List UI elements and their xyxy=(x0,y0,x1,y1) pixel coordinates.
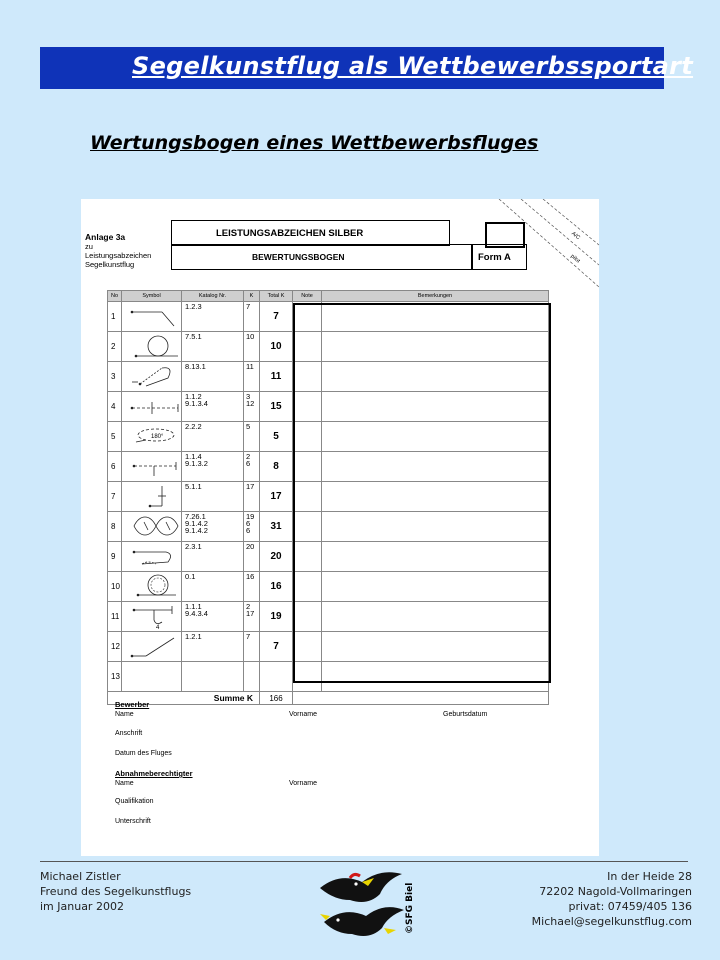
figure-symbol xyxy=(122,392,182,422)
form-subtitle: BEWERTUNGSBOGEN xyxy=(252,252,345,262)
figure-symbol-icon xyxy=(122,422,182,450)
anlage-line: zu xyxy=(85,242,93,251)
footer-email[interactable]: Michael@segelkunstflug.com xyxy=(531,915,692,928)
total-k[interactable]: 19 xyxy=(260,602,293,632)
figure-symbol xyxy=(122,362,182,392)
k-factor: 3 12 xyxy=(244,392,260,422)
total-k[interactable]: 17 xyxy=(260,482,293,512)
katalog-no: 8.13.1 xyxy=(182,362,244,392)
summe-row xyxy=(108,692,549,705)
figure-symbol-icon xyxy=(122,632,182,660)
total-k[interactable] xyxy=(260,662,293,692)
figure-symbol-icon xyxy=(122,512,182,540)
bird-logo xyxy=(310,866,410,944)
figure-symbol-icon xyxy=(122,362,182,390)
figure-symbol xyxy=(122,602,182,632)
katalog-no: 1.1.2 9.1.3.4 xyxy=(182,392,244,422)
figure-symbol-icon xyxy=(122,482,182,510)
katalog-no: 7.5.1 xyxy=(182,332,244,362)
row-no: 13 xyxy=(108,662,122,692)
col-k: K xyxy=(244,291,260,302)
col-note: Note xyxy=(293,291,322,302)
figure-symbol-icon xyxy=(122,452,182,480)
total-k[interactable]: 8 xyxy=(260,452,293,482)
footer-right xyxy=(532,869,692,929)
row-no: 7 xyxy=(108,482,122,512)
copyright: ©SFG Biel xyxy=(405,882,415,934)
k-factor xyxy=(244,662,260,692)
page-title: Segelkunstflug als Wettbewerbssportart xyxy=(132,52,694,80)
total-k[interactable]: 7 xyxy=(260,632,293,662)
k-factor: 16 xyxy=(244,572,260,602)
katalog-no: 5.1.1 xyxy=(182,482,244,512)
abnahme-qualifikation-label: Qualifikation xyxy=(115,798,154,805)
k-factor: 7 xyxy=(244,302,260,332)
bewerber-heading: Bewerber xyxy=(115,700,150,709)
katalog-no: 7.26.1 9.1.4.2 9.1.4.2 xyxy=(182,512,244,542)
row-no: 5 xyxy=(108,422,122,452)
row-no: 3 xyxy=(108,362,122,392)
k-factor: 2 6 xyxy=(244,452,260,482)
corner-label-bottom: pilot xyxy=(569,253,581,265)
figure-symbol xyxy=(122,452,182,482)
total-k[interactable]: 7 xyxy=(260,302,293,332)
katalog-no: 1.1.1 9.4.3.4 xyxy=(182,602,244,632)
title-bar xyxy=(40,47,694,89)
k-factor: 19 6 6 xyxy=(244,512,260,542)
k-factor: 20 xyxy=(244,542,260,572)
row-no: 12 xyxy=(108,632,122,662)
footer-author: Michael Zistler xyxy=(40,870,121,883)
footer-phone: privat: 07459/405 136 xyxy=(568,900,692,913)
corner-label-top: A/C xyxy=(570,230,582,242)
katalog-no: 1.1.4 9.1.3.2 xyxy=(182,452,244,482)
figure-symbol xyxy=(122,512,182,542)
total-k[interactable]: 16 xyxy=(260,572,293,602)
footer-city: 72202 Nagold-Vollmaringen xyxy=(539,885,692,898)
figure-symbol-icon xyxy=(122,392,182,420)
form-title-box xyxy=(171,220,450,246)
figure-symbol-icon xyxy=(122,602,182,630)
footer-left xyxy=(40,869,191,914)
anlage-line: Segelkunstflug xyxy=(85,260,135,269)
scoring-frame xyxy=(293,303,551,683)
abnahme-name-label: Name xyxy=(115,780,134,787)
page-subtitle: Wertungsbogen eines Wettbewerbsfluges xyxy=(90,132,539,154)
anlage-line: Leistungsabzeichen xyxy=(85,251,152,260)
corner-lines xyxy=(481,199,601,299)
figure-symbol-icon xyxy=(122,332,182,360)
figure-symbol xyxy=(122,632,182,662)
figure-symbol-icon xyxy=(122,302,182,330)
row-no: 1 xyxy=(108,302,122,332)
summe-label: Summe K xyxy=(108,692,260,705)
k-factor: 10 xyxy=(244,332,260,362)
katalog-no: 2.3.1 xyxy=(182,542,244,572)
row-no: 11 xyxy=(108,602,122,632)
col-no: No xyxy=(108,291,122,302)
k-factor: 17 xyxy=(244,482,260,512)
bewerber-anschrift-label: Anschrift xyxy=(115,730,143,737)
row-no: 6 xyxy=(108,452,122,482)
figure-symbol xyxy=(122,662,182,692)
k-factor: 11 xyxy=(244,362,260,392)
katalog-no: 1.2.3 xyxy=(182,302,244,332)
table-header-row xyxy=(108,291,549,302)
bird-logo-upper xyxy=(320,872,402,902)
footer-role: Freund des Segelkunstflugs xyxy=(40,885,192,898)
total-k[interactable]: 11 xyxy=(260,362,293,392)
anlage-block xyxy=(85,233,151,269)
col-symbol: Symbol xyxy=(122,291,182,302)
bewerber-datum-label: Datum des Fluges xyxy=(115,750,172,757)
total-k[interactable]: 15 xyxy=(260,392,293,422)
total-k[interactable]: 5 xyxy=(260,422,293,452)
katalog-no: 1.2.1 xyxy=(182,632,244,662)
figure-symbol xyxy=(122,332,182,362)
summe-value: 166 xyxy=(260,692,293,705)
footer-street: In der Heide 28 xyxy=(607,870,692,883)
row-no: 4 xyxy=(108,392,122,422)
figure-symbol-icon xyxy=(122,572,182,600)
form-label: Form A xyxy=(478,252,511,263)
form-subtitle-box xyxy=(171,244,473,270)
col-katalog: Katalog Nr. xyxy=(182,291,244,302)
bewerber-name-label: Name xyxy=(115,711,134,718)
abnahme-vorname-label: Vorname xyxy=(289,780,318,787)
anlage-title: Anlage 3a xyxy=(85,232,126,242)
symbol-label-4: 4 xyxy=(156,625,160,630)
total-k[interactable]: 20 xyxy=(260,542,293,572)
symbol-label-180: 180° xyxy=(151,434,164,440)
summe-empty xyxy=(293,692,549,705)
katalog-no: 2.2.2 xyxy=(182,422,244,452)
k-factor: 7 xyxy=(244,632,260,662)
figure-symbol xyxy=(122,422,182,452)
row-no: 2 xyxy=(108,332,122,362)
katalog-no: 0.1 xyxy=(182,572,244,602)
figure-symbol xyxy=(122,482,182,512)
col-bemerkungen: Bemerkungen xyxy=(322,291,549,302)
bewerber-geburtsdatum-label: Geburtsdatum xyxy=(443,711,488,718)
row-no: 8 xyxy=(108,512,122,542)
row-no: 9 xyxy=(108,542,122,572)
total-k[interactable]: 31 xyxy=(260,512,293,542)
figure-symbol-icon xyxy=(122,542,182,570)
col-total: Total K xyxy=(260,291,293,302)
total-k[interactable]: 10 xyxy=(260,332,293,362)
figure-symbol xyxy=(122,302,182,332)
scoring-form xyxy=(81,199,599,856)
k-factor: 5 xyxy=(244,422,260,452)
katalog-no xyxy=(182,662,244,692)
k-factor: 2 17 xyxy=(244,602,260,632)
figure-symbol xyxy=(122,572,182,602)
figure-symbol xyxy=(122,542,182,572)
footer-divider xyxy=(40,861,688,862)
form-title: LEISTUNGSABZEICHEN SILBER xyxy=(216,228,364,239)
abnahme-heading: Abnahmeberechtigter xyxy=(115,769,193,778)
footer-date: im Januar 2002 xyxy=(40,900,124,913)
bewerber-vorname-label: Vorname xyxy=(289,711,318,718)
row-no: 10 xyxy=(108,572,122,602)
abnahme-unterschrift-label: Unterschrift xyxy=(115,818,151,825)
